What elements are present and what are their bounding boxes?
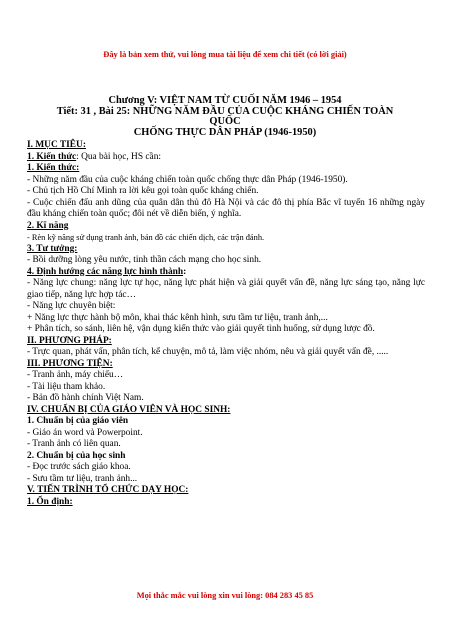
subheading-skills: 2. Kĩ năng — [27, 220, 69, 231]
section-heading-procedure: V. TIẾN TRÌNH TỔ CHỨC DẠY HỌC: — [27, 485, 189, 495]
teacher-prep-item: - Tranh ảnh có liên quan. — [27, 439, 121, 449]
competency-item: + Năng lực thực hành bộ môn, khai thác kênh hình, sưu tầm tư liệu, tranh ảnh,... — [27, 312, 328, 323]
subheading-stabilize: 1. Ổn định: — [27, 496, 73, 507]
subheading-competencies: 4. Định hướng các năng lực hình thành — [27, 266, 184, 277]
student-prep-item: - Sưu tầm tư liệu, tranh ảnh... — [27, 473, 138, 484]
lesson-title-line3: CHỐNG THỰC DÂN PHÁP (1946-1950) — [133, 127, 317, 138]
skills-item: - Rèn kỹ năng sử dụng tranh ảnh, bản đồ các chiến dịch, các trận đánh. — [27, 233, 265, 242]
competency-heading-line — [27, 267, 425, 279]
chapter-title: Chương V: VIỆT NAM TỪ CUỐI NĂM 1946 – 1954 — [108, 95, 342, 106]
materials-item: - Tranh ảnh, máy chiếu… — [27, 370, 124, 380]
document-body — [27, 140, 425, 508]
lesson-title-line2: QUỐC — [209, 116, 241, 127]
attitude-item: - Bồi dưỡng lòng yêu nước, tinh thần cách mạng cho học sinh. — [27, 255, 262, 265]
subheading-teacher-prep: 1. Chuẩn bị của giáo viên — [27, 416, 129, 426]
knowledge-item: - Cuộc chiến đấu anh dũng của quân dân thủ đô Hà Nội và các đô thị phía Bắc vĩ tuyến 16 những ngày đầu kháng chiến toàn quốc; đôi nét về diễn biến, ý nghĩa. — [27, 197, 425, 219]
subheading-attitude: 3. Tư tưởng: — [27, 243, 78, 254]
lesson-title-line1: Tiết: 31 , Bài 25: NHỮNG NĂM ĐẦU CỦA CUỘC KHÁNG CHIẾN TOÀN — [56, 106, 394, 117]
competency-item: - Năng lực chuyên biệt: — [27, 301, 116, 311]
section-heading-methods: II. PHƯƠNG PHÁP: — [27, 335, 112, 346]
materials-item: - Bản đồ hành chính Việt Nam. — [27, 393, 144, 403]
knowledge-item: - Những năm đầu của cuộc kháng chiến toàn quốc chống thực dân Pháp (1946-1950). — [27, 174, 348, 185]
competency-item: - Năng lực chung: năng lực tự học, năng lực phát hiện và giải quyết vấn đề, năng lực sáng tạo, năng lực giao tiếp, năng lực hợp tác… — [27, 278, 425, 300]
subheading-student-prep: 2. Chuẩn bị của học sinh — [27, 450, 126, 461]
student-prep-item: - Đọc trước sách giáo khoa. — [27, 462, 131, 472]
methods-item: - Trực quan, phát vấn, phân tích, kể chuyện, mô tả, làm việc nhóm, nêu và giải quyết vấn đề, ..... — [27, 347, 389, 357]
competency-item: + Phân tích, so sánh, liên hệ, vận dụng kiến thức vào giải quyết tình huống, sử dụng lược đồ. — [27, 324, 375, 334]
competency-colon: : — [183, 266, 187, 277]
subheading-knowledge: 1. Kiến thức: — [27, 163, 80, 173]
section-heading-objectives: I. MỤC TIÊU: — [27, 140, 86, 150]
teacher-prep-item: - Giáo án word và Powerpoint. — [27, 427, 143, 438]
section-heading-materials: III. PHƯƠNG TIỆN: — [27, 358, 113, 369]
materials-item: - Tài liệu tham khảo. — [27, 381, 106, 392]
knowledge-item: - Chủ tịch Hồ Chí Minh ra lời kêu gọi toàn quốc kháng chiến. — [27, 186, 259, 196]
knowledge-intro — [27, 152, 425, 164]
contact-notice: Mọi thắc mắc vui lòng xin vui lòng: 084 283 45 85 — [136, 591, 314, 600]
section-heading-preparation: IV. CHUẨN BỊ CỦA GIÁO VIÊN VÀ HỌC SINH: — [27, 404, 231, 415]
knowledge-intro-text: : Qua bài học, HS cần: — [76, 151, 161, 162]
preview-notice: Đây là bản xem thử, vui lòng mua tài liệu để xem chi tiết (có lời giải) — [103, 50, 347, 59]
knowledge-label: 1. Kiến thức — [27, 151, 77, 162]
